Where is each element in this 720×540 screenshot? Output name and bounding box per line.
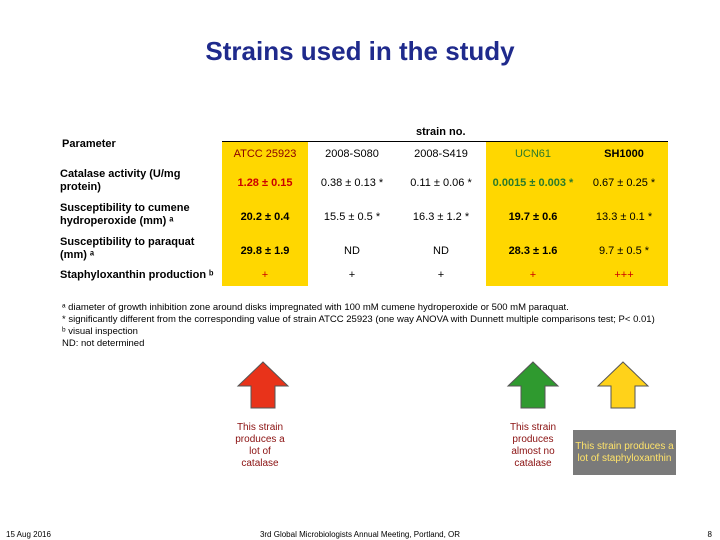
red-arrow-caption: This strain produces a lot of catalase	[235, 422, 285, 469]
table-cell: 19.7 ± 0.6	[486, 200, 580, 234]
table-cell: 15.5 ± 0.5 *	[323, 211, 381, 223]
table-cell: +	[437, 269, 445, 281]
footnote-b: ᵇ visual inspection	[62, 326, 138, 337]
col-header-sh1000: SH1000	[580, 142, 668, 166]
table-cell: +	[348, 269, 356, 281]
table-cell: 29.8 ± 1.9	[222, 234, 308, 268]
footer-meeting: 3rd Global Microbiologists Annual Meeting, Portland, OR	[259, 530, 461, 539]
parameter-header: Parameter	[62, 138, 116, 150]
red-up-arrow-icon	[236, 360, 290, 410]
table-cell: 0.11 ± 0.06 *	[410, 177, 472, 189]
table-cell: +	[486, 264, 580, 286]
table-cell: 1.28 ± 0.15	[222, 166, 308, 200]
col-header-s419: 2008-S419	[414, 148, 468, 160]
table-cell: 13.3 ± 0.1 *	[580, 200, 668, 234]
footnote-a: ᵃ diameter of growth inhibition zone around disks impregnated with 100 mM cumene hydroperoxide or 500 mM paraquat.	[62, 302, 569, 313]
table-cell: 9.7 ± 0.5 *	[580, 234, 668, 268]
table-cell: ND	[344, 245, 360, 257]
table-cell: ND	[433, 245, 449, 257]
table-cell: 0.38 ± 0.13 *	[320, 177, 384, 189]
footnote-star: * significantly different from the corresponding value of strain ATCC 25923 (one way ANOVA with Dunnett multiple comparisons test; P< 0.01)	[62, 314, 655, 325]
col-header-atcc: ATCC 25923	[222, 142, 308, 166]
footnotes	[62, 302, 672, 350]
yellow-up-arrow-icon	[596, 360, 650, 410]
green-up-arrow-icon	[506, 360, 560, 410]
table-cell: 0.0015 ± 0.003 *	[486, 166, 580, 200]
table-cell: 28.3 ± 1.6	[486, 234, 580, 268]
slide-title: Strains used in the study	[205, 36, 515, 66]
strain-header: strain no.	[416, 126, 466, 138]
table-cell: +	[222, 264, 308, 286]
table-cell: 20.2 ± 0.4	[222, 200, 308, 234]
yellow-arrow-caption-box	[573, 430, 676, 475]
footnote-nd: ND: not determined	[62, 338, 145, 349]
row-label-paraquat: Susceptibility to paraquat (mm) ᵃ	[60, 236, 195, 261]
green-arrow-caption: This strain produces almost no catalase	[509, 422, 557, 469]
table-cell: 0.67 ± 0.25 *	[580, 166, 668, 200]
yellow-arrow-caption: This strain produces a lot of staphyloxanthin	[575, 440, 674, 464]
col-header-ucn61: UCN61	[486, 142, 580, 166]
footer-date: 15 Aug 2016	[6, 530, 51, 539]
table-cell: 16.3 ± 1.2 *	[412, 211, 470, 223]
row-label-catalase: Catalase activity (U/mg protein)	[60, 168, 181, 193]
row-label-cumene: Susceptibility to cumene hydroperoxide (mm) ᵃ	[60, 202, 190, 227]
page-number: 8	[707, 530, 712, 539]
table-cell: +++	[580, 264, 668, 286]
col-header-s080: 2008-S080	[325, 148, 379, 160]
row-label-staphyloxanthin: Staphyloxanthin production ᵇ	[60, 269, 214, 281]
